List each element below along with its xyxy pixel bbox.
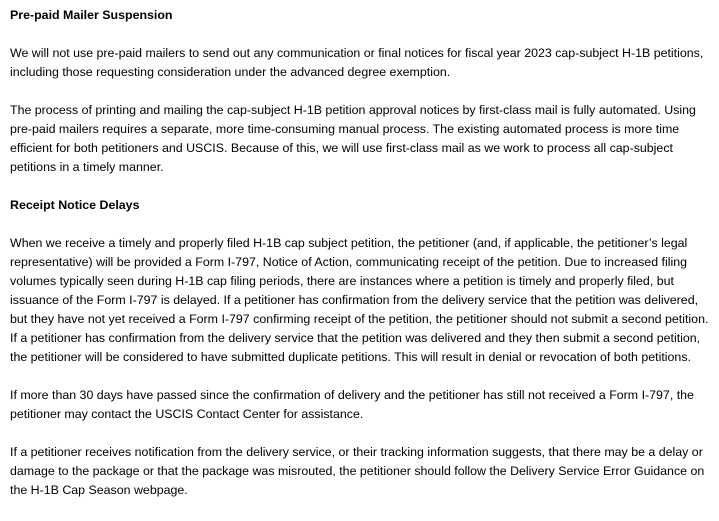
heading-receipt-notice-delays: Receipt Notice Delays <box>10 198 140 212</box>
paragraph-receipt-1: When we receive a timely and properly filed H-1B cap subject petition, the petitioner (and, if applicable, the petitioner’s legal representative) will be provided a Form I-797, Notice of Action, communicating receipt of the petition. Due to increased filing volumes typically seen during H-1B cap filing periods, there are instances where a petition is timely and properly filed, but issuance of the Form I-797 is delayed. If a petitioner has confirmation from the delivery service that the petition was delivered, but they have not yet received a Form I-797 confirming receipt of the petition, the petitioner should not submit a second petition. If a petitioner has confirmation from the delivery service that the petition was delivered and they then submit a second petition, the petitioner will be considered to have submitted duplicate petitions. This will result in denial or revocation of both petitions. <box>10 236 709 364</box>
paragraph-prepaid-2: The process of printing and mailing the cap-subject H-1B petition approval notices by first-class mail is fully automated. Using pre-paid mailers requires a separate, more time-consuming manual process. The existing automated process is more time efficient for both petitioners and USCIS. Because of this, we will use first-class mail as we work to process all cap-subject petitions in a timely manner. <box>10 103 696 174</box>
paragraph-receipt-3: If a petitioner receives notification from the delivery service, or their tracking information suggests, that there may be a delay or damage to the package or that the package was misrouted, the petitioner should follow the Delivery Service Error Guidance on the H-1B Cap Season webpage. <box>10 445 705 497</box>
paragraph-prepaid-1: We will not use pre-paid mailers to send out any communication or final notices for fiscal year 2023 cap-subject H-1B petitions, including those requesting consideration under the advanced degree exemption. <box>10 46 704 79</box>
paragraph-receipt-2: If more than 30 days have passed since the confirmation of delivery and the petitioner has still not received a Form I-797, the petitioner may contact the USCIS Contact Center for assistance. <box>10 388 694 421</box>
heading-prepaid-mailer-suspension: Pre-paid Mailer Suspension <box>10 8 173 22</box>
document <box>10 6 713 500</box>
